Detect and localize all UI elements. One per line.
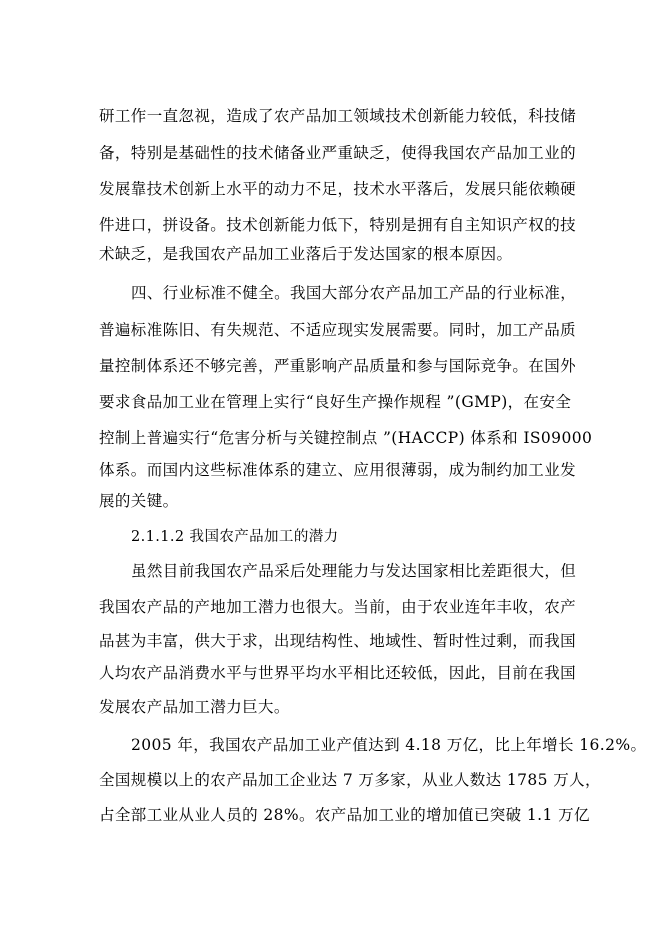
text-line: 普遍标准陈旧、有失规范、不适应现实发展需要。同时，加工产品质 (99, 321, 577, 339)
text-line: 件进口，拼设备。技术创新能力低下，特别是拥有自主知识产权的技 (99, 216, 577, 234)
text-line: 人均农产品消费水平与世界平均水平相比还较低，因此，目前在我国 (99, 664, 577, 682)
text-line: 虽然目前我国农产品采后处理能力与发达国家相比差距很大，但 (131, 562, 577, 580)
text-line: 发展靠技术创新上水平的动力不足，技术水平落后，发展只能依赖硬 (99, 180, 577, 198)
text-line: 控制上普遍实行“危害分析与关键控制点 ”(HACCP) 体系和 IS09000 (99, 429, 593, 447)
text-line: 2005 年，我国农产品加工业产值达到 4.18 万亿，比上年增长 16.2%。 (131, 736, 647, 754)
text-line: 术缺乏，是我国农产品加工业落后于发达国家的根本原因。 (99, 245, 513, 263)
text-line: 我国农产品的产地加工潜力也很大。当前，由于农业连年丰收，农产 (99, 598, 577, 616)
text-line: 发展农产品加工潜力巨大。 (99, 698, 290, 716)
text-line: 展的关键。 (99, 492, 179, 510)
text-line: 研工作一直忽视，造成了农产品加工领域技术创新能力较低，科技储 (99, 107, 577, 125)
text-line: 四、行业标准不健全。我国大部分农产品加工产品的行业标准， (131, 284, 577, 302)
section-heading: 2.1.1.2 我国农产品加工的潜力 (131, 529, 339, 545)
text-line: 要求食品加工业在管理上实行“良好生产操作规程 ”(GMP)，在安全 (99, 393, 572, 411)
text-line: 备，特别是基础性的技术储备业严重缺乏，使得我国农产品加工业的 (99, 144, 577, 162)
text-line: 全国规模以上的农产品加工企业达 7 万多家，从业人数达 1785 万人， (99, 771, 601, 789)
text-line: 品甚为丰富，供大于求，出现结构性、地域性、暂时性过剩，而我国 (99, 632, 577, 650)
text-line: 体系。而国内这些标准体系的建立、应用很薄弱，成为制约加工业发 (99, 461, 577, 479)
text-line: 占全部工业从业人员的 28%。农产品加工业的增加值已突破 1.1 万亿 (99, 806, 590, 824)
text-line: 量控制体系还不够完善，严重影响产品质量和参与国际竞争。在国外 (99, 357, 577, 375)
